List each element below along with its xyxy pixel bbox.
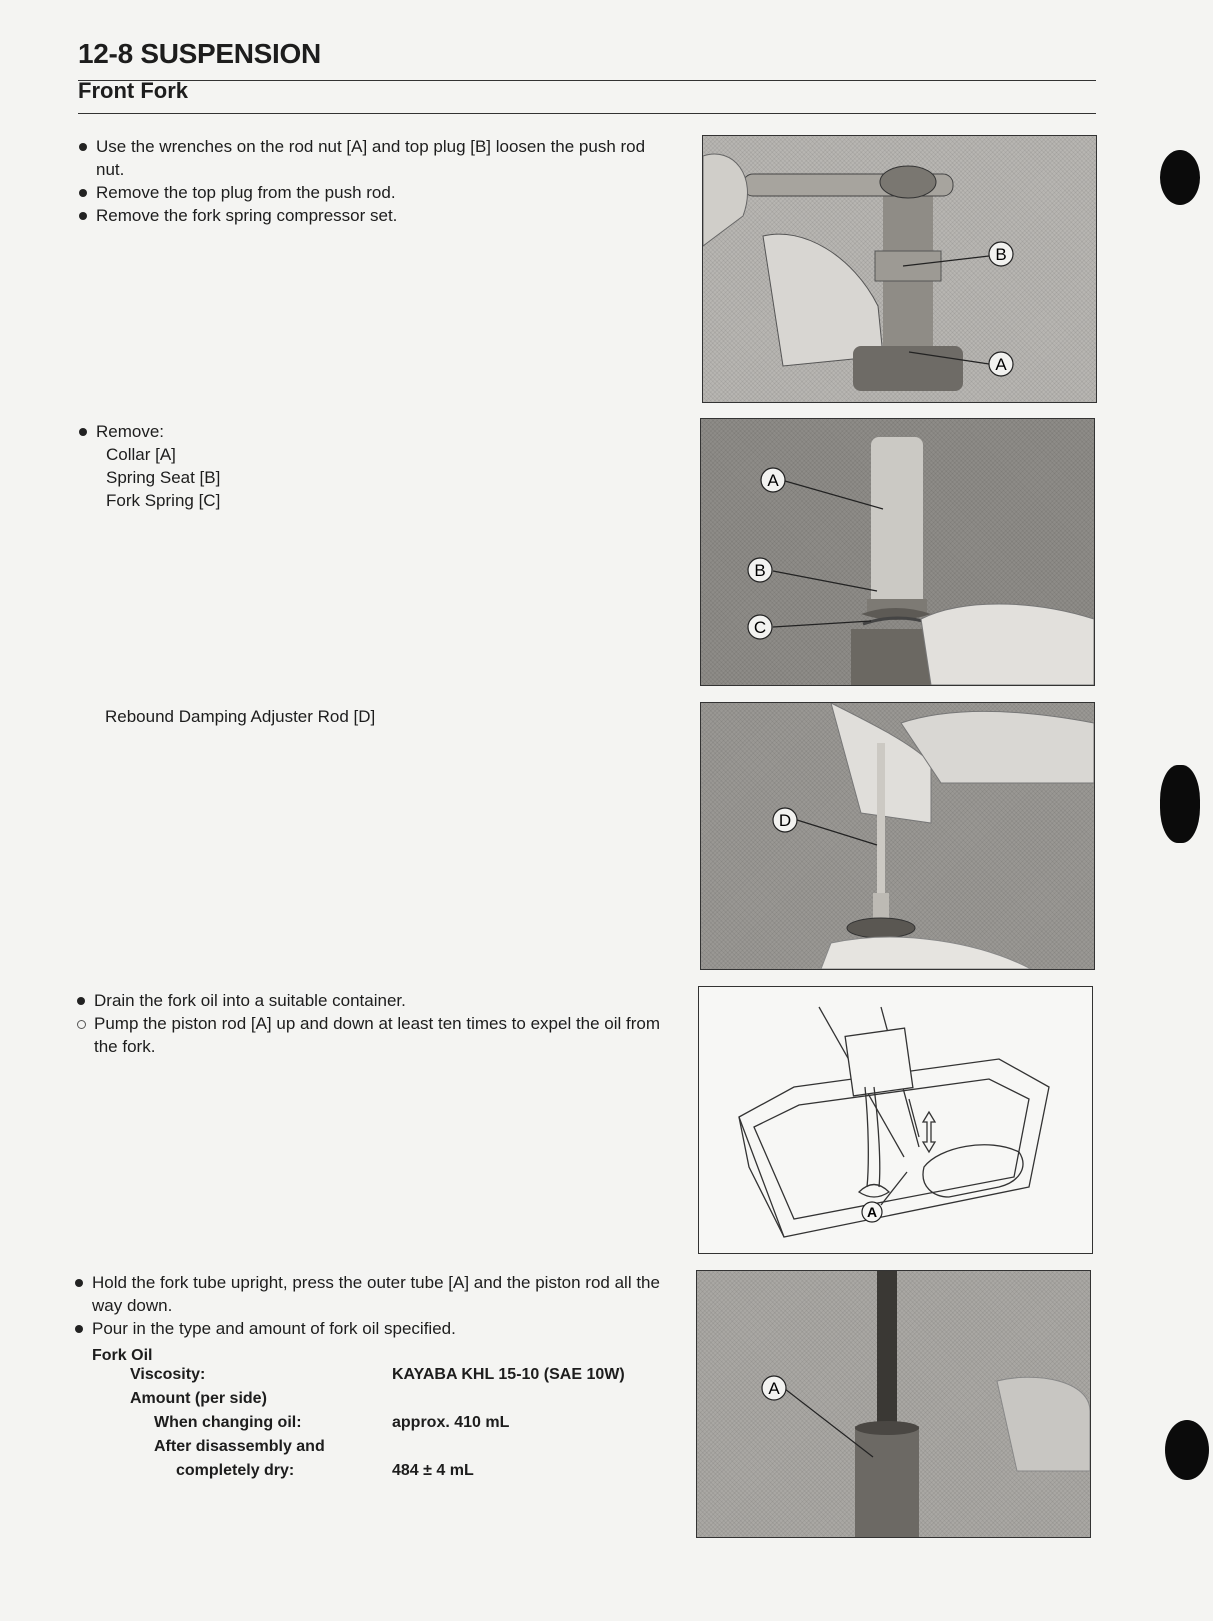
callout-label: A [768, 1379, 780, 1398]
figure-collar-spring [700, 418, 1095, 686]
section-title: Front Fork [78, 78, 188, 103]
callout-label: B [995, 245, 1007, 264]
spec-value: 484 ± 4 mL [392, 1462, 474, 1479]
spec-title: Fork Oil [92, 1347, 153, 1364]
list-item: Spring Seat [B] [106, 468, 221, 487]
callout-label: A [995, 355, 1007, 374]
section5-text [74, 1271, 674, 1340]
bullet-item: Remove the top plug from the push rod. [78, 181, 678, 204]
spec-label: After disassembly and [154, 1438, 325, 1455]
spec-label: Amount (per side) [130, 1390, 267, 1407]
callout-label: A [866, 1204, 878, 1220]
callout-label: B [754, 561, 766, 580]
binder-hole [1160, 765, 1200, 843]
section1-text [78, 135, 678, 227]
list-item: Fork Spring [C] [106, 491, 221, 510]
page-title: 12-8 SUSPENSION [78, 38, 321, 69]
callout-label: A [767, 471, 779, 490]
figure-adjuster-rod [700, 702, 1095, 970]
callout-label: D [778, 811, 792, 830]
figure-wrench-top-plug [702, 135, 1097, 403]
callout-label: C [753, 618, 767, 637]
header-rule-bottom [78, 113, 1096, 114]
bullet-item: Remove: [78, 420, 638, 443]
binder-hole [1165, 1420, 1209, 1480]
bullet-item: Remove the fork spring compressor set. [78, 204, 678, 227]
spec-label: When changing oil: [154, 1414, 302, 1431]
binder-hole [1160, 150, 1200, 205]
header-rule-top [78, 80, 1096, 81]
figure-5-art [697, 1271, 1090, 1537]
spec-value: KAYABA KHL 15-10 (SAE 10W) [392, 1366, 625, 1383]
section3-text: Rebound Damping Adjuster Rod [D] [105, 707, 376, 726]
figure-2-art [701, 419, 1094, 685]
bullet-item: Use the wrenches on the rod nut [A] and top plug [B] loosen the push rod nut. [78, 135, 678, 181]
sub-bullet-item: Pump the piston rod [A] up and down at least ten times to expel the oil from the fork. [76, 1012, 676, 1058]
spec-label: Viscosity: [130, 1366, 206, 1383]
section2-text [78, 420, 638, 512]
bullet-item: Drain the fork oil into a suitable container. [76, 989, 676, 1012]
spec-value: approx. 410 mL [392, 1414, 510, 1431]
spec-label: completely dry: [176, 1462, 295, 1479]
figure-1-art [703, 136, 1096, 402]
section4-text [76, 989, 676, 1058]
bullet-item: Hold the fork tube upright, press the outer tube [A] and the piston rod all the way down. [74, 1271, 674, 1317]
bullet-item: Pour in the type and amount of fork oil specified. [74, 1317, 674, 1340]
figure-4-art [699, 987, 1092, 1253]
list-item: Collar [A] [106, 445, 176, 464]
figure-drain-oil-drawing [698, 986, 1093, 1254]
figure-3-art [701, 703, 1094, 969]
figure-outer-tube [696, 1270, 1091, 1538]
